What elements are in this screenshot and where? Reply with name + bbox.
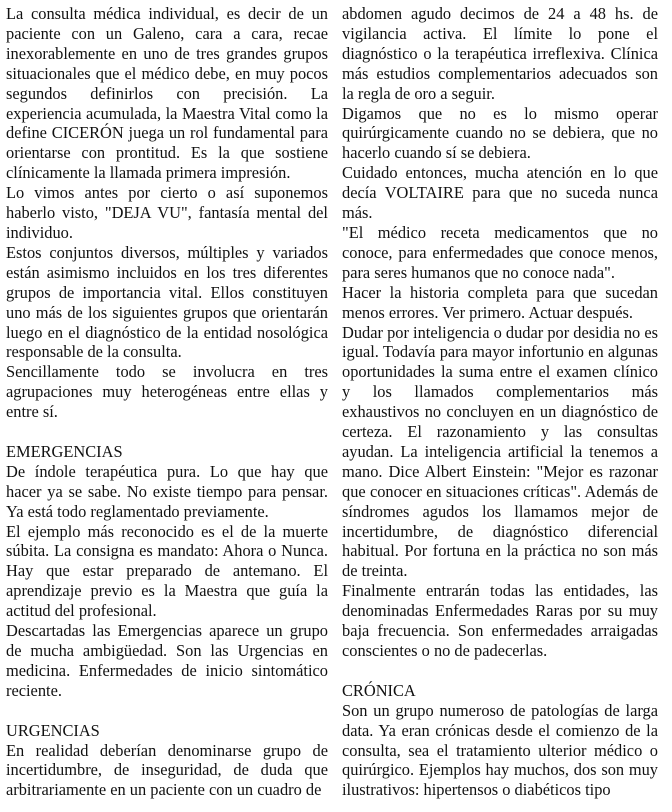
paragraph-raras: Finalmente entrarán todas las entidades, las denominadas Enfermedades Raras por su muy baja frecuencia. Son enfermedades arraigadas conscientes o no de padecerlas. [342, 581, 658, 660]
section-gap [6, 701, 328, 721]
heading-emergencias: EMERGENCIAS [6, 441, 123, 461]
heading-urgencias: URGENCIAS [6, 720, 100, 740]
paragraph-agrupaciones: Sencillamente todo se involucra en tres agrupaciones muy heterogéneas entre ellas y entre sí. [6, 362, 328, 422]
paragraph-indole: De índole terapéutica pura. Lo que hay que hacer ya se sabe. No existe tiempo para pensar. Ya está todo reglamentado previamente. [6, 461, 328, 521]
paragraph-incertidumbre: En realidad deberían denominarse grupo de incertidumbre, de inseguridad, de duda que arbitrariamente en un paciente con un cuadro de [6, 740, 328, 800]
section-gap [342, 661, 658, 681]
paragraph-descartadas: Descartadas las Emergencias aparece un grupo de mucha ambigüedad. Son las Urgencias en medicina. Enfermedades de inicio sintomático reciente. [6, 621, 328, 700]
paragraph-quote-medico: "El médico receta medicamentos que no conoce, para enfermedades que conoce menos, para seres humanos que no conoce nada". [342, 222, 658, 282]
heading-cronica: CRÓNICA [342, 680, 416, 700]
left-column [6, 4, 328, 800]
paragraph-patologias: Son un grupo numeroso de patologías de larga data. Ya eran crónicas desde el comienzo de la consulta, sea el tratamiento ulterior médico o quirúrgico. Ejemplos hay muchos, dos son muy ilustrativos: hipertensos o diabéticos tipo [342, 700, 658, 800]
paragraph-abdomen: abdomen agudo decimos de 24 a 48 hs. de vigilancia activa. El límite lo pone el diagnóstico o la terapéutica irreflexiva. Clínica más estudios complementarios adecuados son la regla de oro a seguir. [342, 4, 658, 103]
paragraph-intro: La consulta médica individual, es decir de un paciente con un Galeno, cara a cara, recae inexorablemente en uno de tres grandes grupos situacionales que el médico debe, en muy pocos segundos definirlos con precisión. La experiencia acumulada, la Maestra Vital como la define CICERÓN juega un rol fundamental para orientarse con prontitud. Es la que sostiene clínicamente la llamada primera impresión. [6, 4, 328, 183]
paragraph-muerte-subita: El ejemplo más reconocido es el de la muerte súbita. La consigna es mandato: Ahora o Nunca. Hay que estar preparado de antemano. El aprendizaje previo es la Maestra que guía la actitud del profesional. [6, 521, 328, 621]
right-column [342, 4, 658, 800]
paragraph-historia: Hacer la historia completa para que sucedan menos errores. Ver primero. Actuar después. [342, 282, 658, 322]
paragraph-operar: Digamos que no es lo mismo operar quirúrgicamente cuando no se debiera, que no hacerlo cuando sí se debiera. [342, 103, 658, 163]
paragraph-deja-vu: Lo vimos antes por cierto o así suponemos haberlo visto, "DEJA VU", fantasía mental del individuo. [6, 183, 328, 242]
paragraph-dudar: Dudar por inteligencia o dudar por desidia no es igual. Todavía para mayor infortunio en algunas oportunidades la suma entre el examen clínico y los llamados complementarios más exhaustivos no concluyen en un diagnóstico de certeza. El razonamiento y las consultas ayudan. La inteligencia artificial la tenemos a mano. Dice Albert Einstein: "Mejor es razonar que conocer en situaciones críticas". Además de síndromes agudos los llamamos mejor de incertidumbre, de diagnóstico diferencial habitual. Por fortuna en la práctica no son más de treinta. [342, 322, 658, 581]
section-gap [6, 422, 328, 442]
paragraph-voltaire: Cuidado entonces, mucha atención en lo que decía VOLTAIRE para que no suceda nunca más. [342, 163, 658, 223]
paragraph-conjuntos: Estos conjuntos diversos, múltiples y variados están asimismo incluidos en los tres diferentes grupos de importancia vital. Ellos constituyen uno más de los siguientes grupos que orientarán luego en el diagnóstico de la entidad nosológica responsable de la consulta. [6, 242, 328, 362]
